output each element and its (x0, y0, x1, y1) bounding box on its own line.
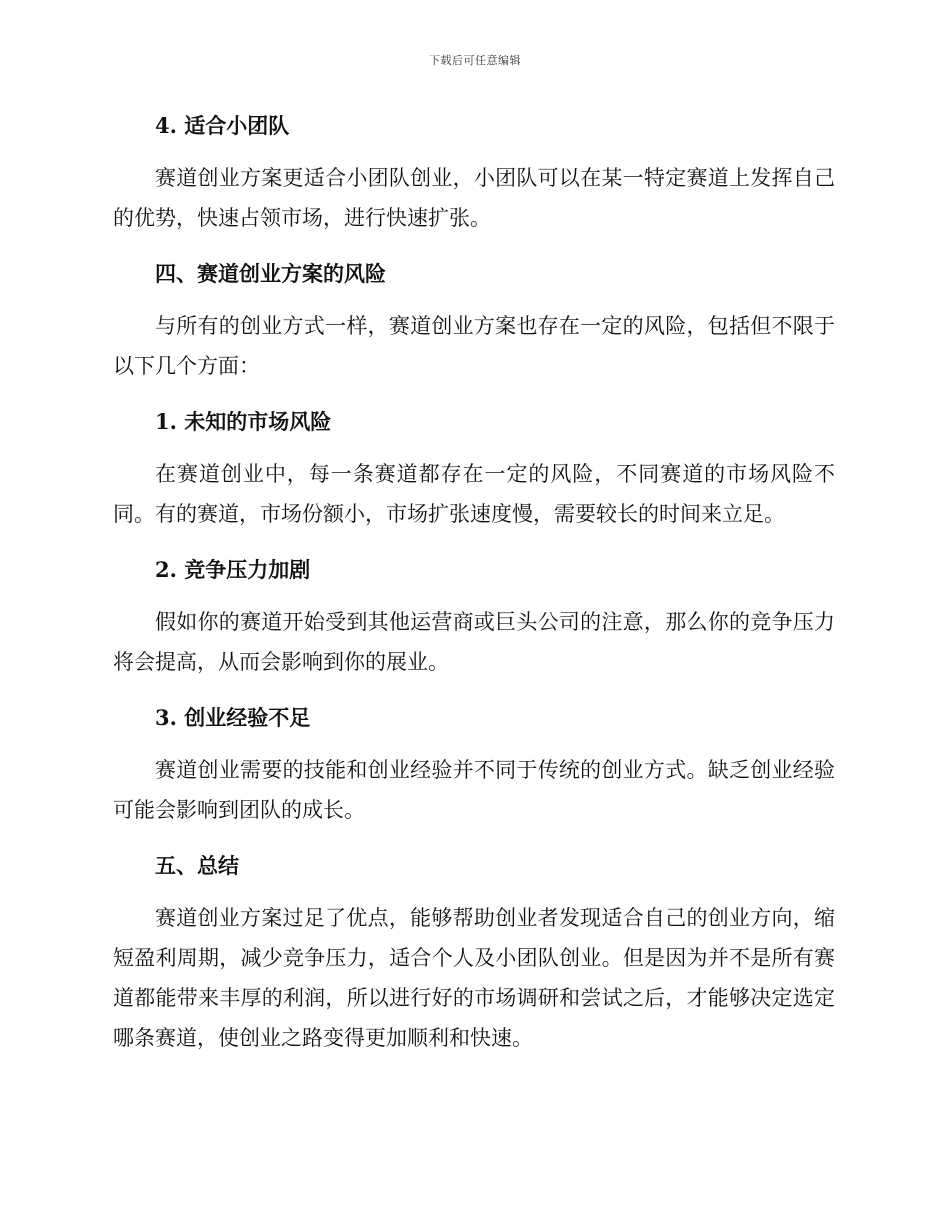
section-heading: 五、总结 (155, 853, 239, 878)
section-competition (113, 548, 835, 696)
section-market-risk (113, 400, 835, 548)
section-paragraph: 在赛道创业中，每一条赛道都存在一定的风险，不同赛道的市场风险不同。有的赛道，市场份额小，市场扩张速度慢，需要较长的时间来立足。 (113, 462, 835, 526)
section-experience (113, 696, 835, 844)
section-heading: 4. 适合小团队 (155, 113, 290, 138)
section-small-team (113, 104, 835, 252)
page-header: 下载后可任意编辑 (429, 54, 521, 67)
section-heading: 四、赛道创业方案的风险 (155, 261, 386, 286)
section-risks (113, 252, 835, 400)
section-summary (113, 844, 835, 1058)
section-heading: 1. 未知的市场风险 (155, 409, 332, 434)
section-paragraph: 赛道创业需要的技能和创业经验并不同于传统的创业方式。缺乏创业经验可能会影响到团队的成长。 (113, 758, 835, 822)
section-paragraph: 赛道创业方案更适合小团队创业，小团队可以在某一特定赛道上发挥自己的优势，快速占领市场，进行快速扩张。 (113, 166, 835, 230)
section-heading: 3. 创业经验不足 (155, 705, 311, 730)
section-heading: 2. 竞争压力加剧 (155, 557, 311, 582)
section-paragraph: 假如你的赛道开始受到其他运营商或巨头公司的注意，那么你的竞争压力将会提高，从而会影响到你的展业。 (113, 610, 835, 674)
section-paragraph: 赛道创业方案过足了优点，能够帮助创业者发现适合自己的创业方向，缩短盈利周期，减少竞争压力，适合个人及小团队创业。但是因为并不是所有赛道都能带来丰厚的利润，所以进行好的市场调研和尝试之后，才能够决定选定哪条赛道，使创业之路变得更加顺利和快速。 (113, 906, 835, 1050)
document-body (113, 104, 835, 1058)
section-paragraph: 与所有的创业方式一样，赛道创业方案也存在一定的风险，包括但不限于以下几个方面： (113, 314, 835, 378)
